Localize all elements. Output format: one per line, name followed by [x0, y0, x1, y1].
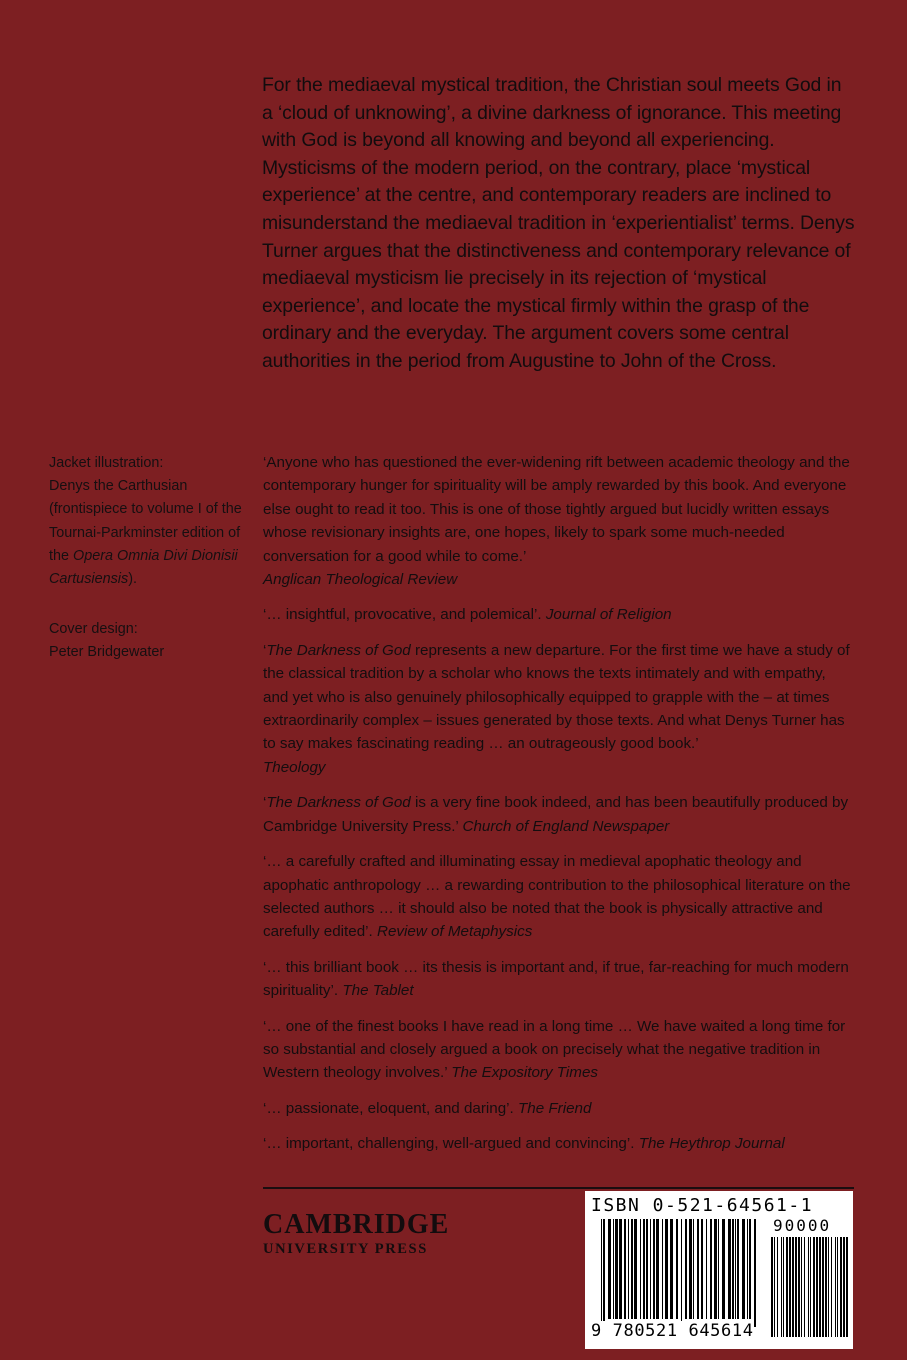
review-source: Church of England Newspaper	[462, 817, 670, 835]
review-item: ‘The Darkness of God is a very fine book indeed, and has been beautifully produced by Cambridge University Press.’ Church of England Newspaper	[263, 794, 849, 835]
review-item	[263, 603, 853, 626]
book-title: The Darkness of God	[266, 794, 411, 812]
publisher-name: CAMBRIDGE	[263, 1209, 450, 1240]
review-item	[263, 1015, 853, 1085]
cover-design-credit	[49, 618, 249, 664]
review-quote: ‘… important, challenging, well-argued and convincing’.	[263, 1135, 635, 1153]
review-quote: represents a new departure. For the first time we have a study of the classical tradition by a scholar who knows the texts intimately and with empathy, and yet who is also genuinely philosophically equipped to grapple with the – at times extraordinarily complex – issues generated by those texts. And what Denys Turner has to say makes fascinating reading … an outrageously good book.’	[263, 641, 850, 753]
review-source: Journal of Religion	[545, 606, 672, 624]
book-title: The Darkness of God	[266, 641, 411, 659]
publisher-press: UNIVERSITY PRESS	[263, 1241, 428, 1257]
jacket-illustration-credit	[49, 452, 249, 591]
review-quote: is a very fine book indeed, and has been beautifully produced by Cambridge University Press.’	[263, 794, 849, 835]
review-source: Anglican Theological Review	[263, 571, 458, 589]
review-item	[263, 956, 853, 1003]
isbn-text: ISBN 0-521-64561-1	[591, 1195, 814, 1216]
review-source: The Heythrop Journal	[638, 1135, 785, 1153]
review-source: The Expository Times	[451, 1064, 598, 1082]
divider-rule	[263, 1187, 854, 1189]
barcode-addon-digits: 90000	[773, 1216, 832, 1235]
jacket-description: Denys the Carthusian (frontispiece to volume I of the Tournai-Parkminster edition of the Opera Omnia Divi Dionisii Cartusiensis).	[49, 478, 242, 588]
review-quote: ‘… a carefully crafted and illuminating essay in medieval apophatic theology and apophatic anthropology … a rewarding contribution to the philosophical literature on the selected authors … it should also be noted that the book is physically attractive and carefully edited’.	[263, 853, 851, 941]
review-item	[263, 850, 853, 944]
review-source: Review of Metaphysics	[376, 923, 533, 941]
jacket-label: Jacket illustration:	[49, 455, 164, 471]
publisher-logo	[263, 1210, 449, 1258]
review-quote: ‘… one of the finest books I have read in a long time … We have waited a long time for so substantial and closely argued a book on precisely what the negative tradition in Western theology involves.’	[263, 1017, 846, 1082]
review-source: The Tablet	[342, 982, 414, 1000]
design-label: Cover design:	[49, 621, 138, 637]
review-source: Theology	[263, 758, 326, 776]
review-source: The Friend	[518, 1099, 592, 1117]
review-quote: ‘… insightful, provocative, and polemical’.	[263, 606, 542, 624]
review-quote: ‘… passionate, eloquent, and daring’.	[263, 1099, 514, 1117]
review-item: ‘The Darkness of God represents a new departure. For the first time we have a study of the classical tradition by a scholar who knows the texts intimately and with empathy, and yet who is also genuinely philosophically equipped to grapple with the – at times extraordinarily complex – issues generated by those texts. And what Denys Turner has to say makes fascinating reading … an outrageously good book.’ Theology	[263, 641, 850, 776]
designer-name: Peter Bridgewater	[49, 644, 165, 661]
review-quote: ‘… this brilliant book … its thesis is important and, if true, far-reaching for much modern spirituality’.	[263, 958, 849, 1000]
review-list	[263, 451, 853, 1168]
cover-blurb: For the mediaeval mystical tradition, the Christian soul meets God in a ‘cloud of unknowing’, a divine darkness of ignorance. This meeting with God is beyond all knowing and beyond all experiencing. Mysticisms of the modern period, on the contrary, place ‘mystical experience’ at the centre, and contemporary readers are inclined to misunderstand the mediaeval tradition in ‘experientialist’ terms. Denys Turner argues that the distinctiveness and contemporary relevance of mediaeval mysticism lie precisely in its rejection of ‘mystical experience’, and locate the mystical firmly within the grasp of the ordinary and the everyday. The argument covers some central authorities in the period from Augustine to John of the Cross.	[262, 74, 855, 372]
review-item	[263, 451, 853, 591]
review-quote: ‘Anyone who has questioned the ever-widening rift between academic theology and the contemporary hunger for spirituality will be amply rewarded by this book. And everyone else ought to read it too. This is one of those tightly argued but lucidly written essays whose revisionary insights are, one hopes, likely to spark some much-needed conversation for a good while to come.’	[263, 454, 850, 565]
isbn-barcode	[585, 1191, 853, 1349]
review-item	[263, 1132, 853, 1155]
barcode-ean-digits: 9 780521 645614	[591, 1321, 754, 1341]
review-item	[263, 1097, 853, 1120]
